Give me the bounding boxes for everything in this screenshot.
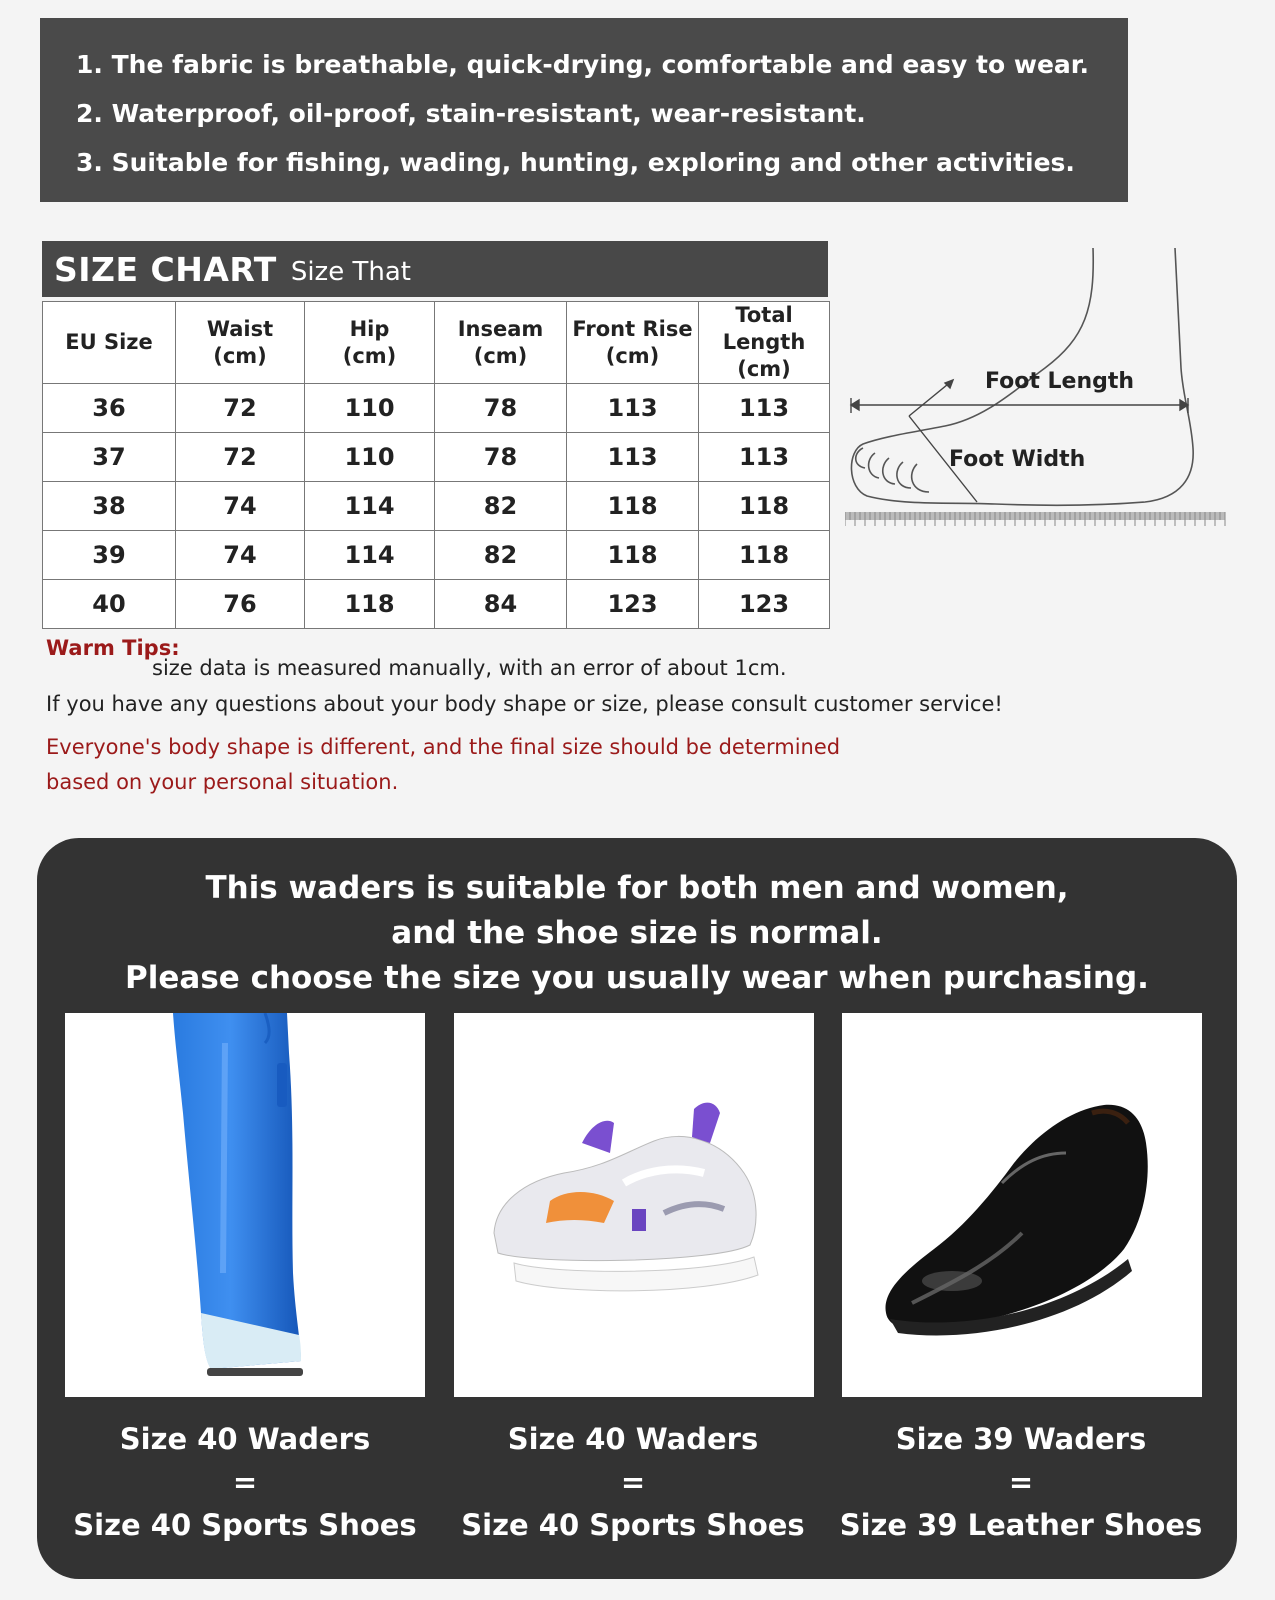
blue-wader-icon bbox=[65, 1013, 425, 1397]
foot-measurement-diagram bbox=[845, 248, 1235, 548]
sports-shoes-image-card bbox=[454, 1013, 814, 1397]
table-row bbox=[43, 482, 830, 531]
cell-total-length: 123 bbox=[699, 580, 830, 629]
sneaker-icon bbox=[454, 1013, 814, 1397]
cell-eu-size: 36 bbox=[43, 384, 176, 433]
feature-list bbox=[40, 18, 1128, 202]
cell-front-rise: 118 bbox=[567, 531, 699, 580]
cell-hip: 110 bbox=[305, 384, 435, 433]
header-inseam: Inseam (cm) bbox=[435, 302, 567, 384]
cell-hip: 110 bbox=[305, 433, 435, 482]
cell-waist: 74 bbox=[176, 531, 305, 580]
feature-item: 1. The fabric is breathable, quick-drying, comfortable and easy to wear. bbox=[76, 50, 1090, 79]
header-waist: Waist (cm) bbox=[176, 302, 305, 384]
cell-eu-size: 40 bbox=[43, 580, 176, 629]
size-equivalence-2: Size 40 Waders = Size 40 Sports Shoes bbox=[461, 1422, 805, 1542]
cell-waist: 74 bbox=[176, 482, 305, 531]
foot-width-label: Foot Width bbox=[949, 447, 1086, 472]
size-guidance-panel bbox=[37, 838, 1237, 1579]
tip-customer-service: If you have any questions about your body shape or size, please consult customer service! bbox=[46, 692, 1003, 716]
warm-tips-label: Warm Tips: bbox=[46, 636, 180, 660]
cell-front-rise: 123 bbox=[567, 580, 699, 629]
cell-inseam: 78 bbox=[435, 433, 567, 482]
tip-measurement: size data is measured manually, with an error of about 1cm. bbox=[152, 656, 787, 680]
header-front-rise: Front Rise (cm) bbox=[567, 302, 699, 384]
table-row bbox=[43, 433, 830, 482]
ruler-icon bbox=[845, 512, 1225, 526]
size-chart-header bbox=[42, 241, 828, 297]
wader-image-card bbox=[65, 1013, 425, 1397]
size-equivalence-3: Size 39 Waders = Size 39 Leather Shoes bbox=[839, 1422, 1203, 1542]
cell-hip: 118 bbox=[305, 580, 435, 629]
feature-item: 2. Waterproof, oil-proof, stain-resistant, wear-resistant. bbox=[76, 99, 866, 128]
cell-hip: 114 bbox=[305, 531, 435, 580]
cell-eu-size: 39 bbox=[43, 531, 176, 580]
cell-inseam: 82 bbox=[435, 482, 567, 531]
cell-total-length: 118 bbox=[699, 482, 830, 531]
size-chart-title: SIZE CHART bbox=[54, 249, 277, 289]
size-chart-subtitle: Size That bbox=[290, 257, 411, 287]
cell-total-length: 113 bbox=[699, 433, 830, 482]
size-guidance-message: This waders is suitable for both men and women, and the shoe size is normal. Please choose the size you usually wear when purchasing. bbox=[125, 870, 1149, 996]
cell-hip: 114 bbox=[305, 482, 435, 531]
cell-front-rise: 118 bbox=[567, 482, 699, 531]
header-eu-size: EU Size bbox=[43, 302, 176, 384]
leather-shoe-icon bbox=[842, 1013, 1202, 1397]
cell-front-rise: 113 bbox=[567, 433, 699, 482]
feature-item: 3. Suitable for fishing, wading, hunting, exploring and other activities. bbox=[76, 148, 1075, 177]
cell-eu-size: 37 bbox=[43, 433, 176, 482]
cell-eu-size: 38 bbox=[43, 482, 176, 531]
table-row bbox=[43, 531, 830, 580]
cell-inseam: 84 bbox=[435, 580, 567, 629]
cell-total-length: 118 bbox=[699, 531, 830, 580]
table-row bbox=[43, 580, 830, 629]
table-header-row bbox=[43, 302, 830, 384]
cell-waist: 72 bbox=[176, 433, 305, 482]
size-equivalence-1: Size 40 Waders = Size 40 Sports Shoes bbox=[73, 1422, 417, 1542]
cell-waist: 76 bbox=[176, 580, 305, 629]
table-row bbox=[43, 384, 830, 433]
cell-waist: 72 bbox=[176, 384, 305, 433]
leather-shoe-image-card bbox=[842, 1013, 1202, 1397]
cell-total-length: 113 bbox=[699, 384, 830, 433]
tip-body-shape: Everyone's body shape is different, and the final size should be determined based on your personal situation. bbox=[46, 735, 841, 794]
foot-length-label: Foot Length bbox=[985, 369, 1135, 394]
header-hip: Hip (cm) bbox=[305, 302, 435, 384]
cell-inseam: 78 bbox=[435, 384, 567, 433]
cell-inseam: 82 bbox=[435, 531, 567, 580]
header-total-length: Total Length (cm) bbox=[699, 302, 830, 384]
cell-front-rise: 113 bbox=[567, 384, 699, 433]
size-table bbox=[42, 301, 830, 629]
warm-tips bbox=[46, 636, 1196, 800]
